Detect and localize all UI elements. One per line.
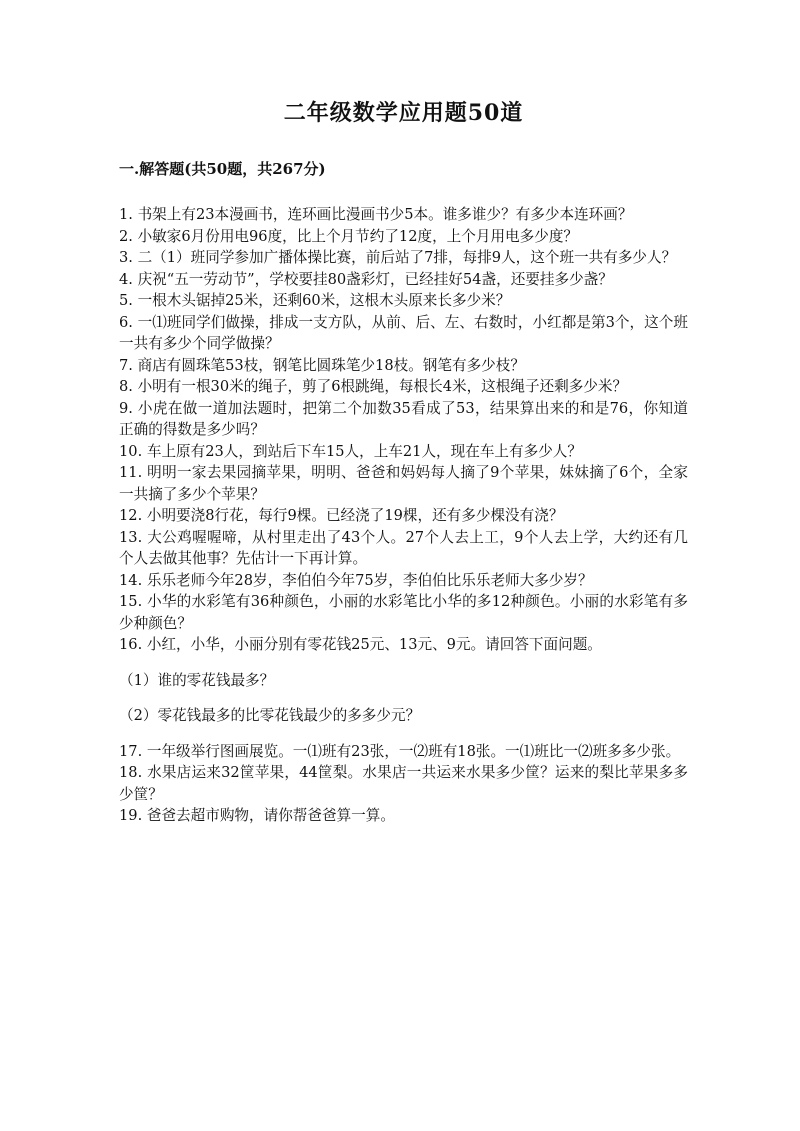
page-title: 二年级数学应用题50道 [283,100,524,126]
question-item: 12. 小明要浇8行花，每行9棵。已经浇了19棵，还有多少棵没有浇？ [119,507,564,524]
question-item: 9. 小虎在做一道加法题时，把第二个加数35看成了53，结果算出来的和是76，你知道正确的得数是多少吗？ [119,399,688,438]
sub-question-item: （2）零花钱最多的比零花钱最少的多多少元？ [119,707,421,724]
question-list [119,204,688,656]
question-item: 13. 大公鸡喔喔啼，从村里走出了43个人。27个人去上工，9个人去上学，大约还有几个人去做其他事？先估计一下再计算。 [119,528,688,567]
question-item: 15. 小华的水彩笔有36种颜色，小丽的水彩笔比小华的多12种颜色。小丽的水彩笔有多少种颜色？ [119,593,688,632]
section-heading: 一.解答题(共50题，共267分) [119,160,326,178]
question-list-continued [119,741,688,827]
question-item: 3. 二（1）班同学参加广播体操比赛，前后站了7排，每排9人，这个班一共有多少人？ [119,249,677,266]
question-item: 14. 乐乐老师今年28岁，李伯伯今年75岁，李伯伯比乐乐老师大多少岁？ [119,571,593,589]
question-item: 17. 一年级举行图画展览。一⑴班有23张，一⑵班有18张。一⑴班比一⑵班多多少张。 [119,742,681,760]
question-item: 7. 商店有圆珠笔53枝，钢笔比圆珠笔少18枝。钢笔有多少枝？ [119,356,525,374]
question-item: 16. 小红，小华，小丽分别有零花钱25元、13元、9元。请回答下面问题。 [119,636,602,653]
question-item: 4. 庆祝“五一劳动节”，学校要挂80盏彩灯，已经挂好54盏，还要挂多少盏？ [119,270,613,288]
question-item: 2. 小敏家6月份用电96度，比上个月节约了12度，上个月用电多少度？ [119,227,579,245]
question-item: 11. 明明一家去果园摘苹果，明明、爸爸和妈妈每人摘了9个苹果，妹妹摘了6个，全家一共摘了多少个苹果？ [119,464,688,503]
question-item: 10. 车上原有23人，到站后下车15人，上车21人，现在车上有多少人？ [119,442,582,460]
question-item: 6. 一⑴班同学们做操，排成一支方队，从前、后、左、右数时，小红都是第3个，这个班一共有多少个同学做操？ [119,313,688,352]
question-item: 5. 一根木头锯掉25米，还剩60米，这根木头原来长多少米？ [119,292,511,309]
sub-question-item: （1）谁的零花钱最多？ [119,671,275,689]
question-item: 1. 书架上有23本漫画书，连环画比漫画书少5本。谁多谁少？有多少本连环画？ [119,206,633,223]
question-item: 8. 小明有一根30米的绳子，剪了6根跳绳，每根长4米，这根绳子还剩多少米？ [119,378,628,395]
question-item: 19. 爸爸去超市购物，请你帮爸爸算一算。 [119,807,395,824]
question-item: 18. 水果店运来32筐苹果，44筐梨。水果店一共运来水果多少筐？运来的梨比苹果多多少筐？ [119,764,688,803]
